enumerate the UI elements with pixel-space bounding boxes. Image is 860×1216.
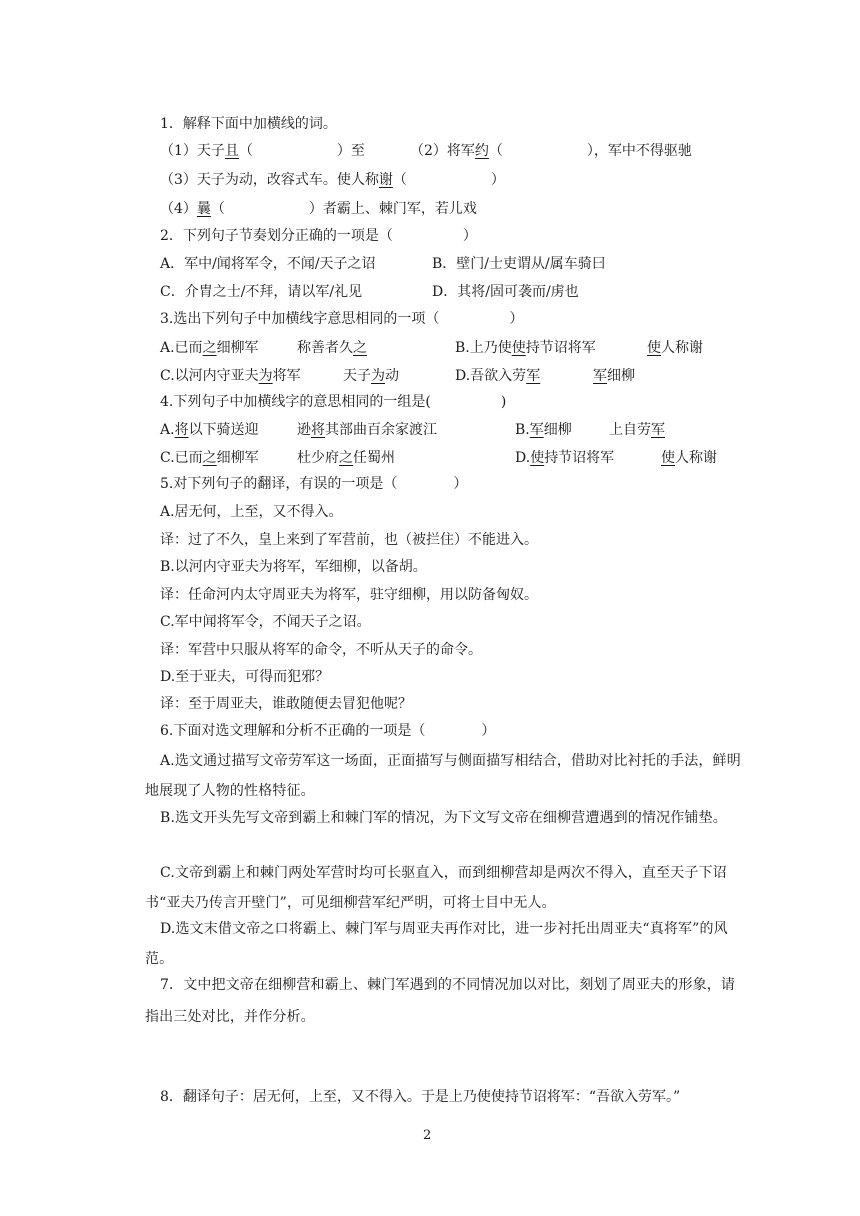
- q6-title: 6.下面对选文理解和分析不正确的一项是（ ）: [160, 723, 496, 739]
- q6-option-d: D.选文末借文帝之口将霸上、棘门军与周亚夫再作对比，进一步衬托出周亚夫“真将军”的风范。: [145, 921, 728, 967]
- q5-line: 译：任命河内太守周亚夫为将军，驻守细柳，用以防备匈奴。: [160, 587, 538, 603]
- underlined-word: 谢: [378, 172, 393, 188]
- q4-title: 4.下列句子中加横线字的意思相同的一组是( ): [160, 394, 507, 410]
- underlined-word: 将: [311, 422, 325, 438]
- q5-title: 5.对下列句子的翻译，有误的一项是（ ）: [160, 476, 468, 492]
- q1-item-1: （1）天子且（ ）至: [160, 143, 365, 159]
- q5-line: 译：至于周亚夫，谁敢随便去冒犯他呢？: [160, 696, 412, 712]
- underlined-word: 使: [511, 340, 526, 356]
- underlined-word: 使: [661, 450, 675, 466]
- underlined-word: 军: [526, 368, 541, 384]
- underlined-word: 之: [202, 340, 217, 356]
- q6-option-b: B.选文开头先写文帝到霸上和棘门军的情况，为下文写文帝在细柳营遭遇到的情况作铺垫。: [160, 810, 727, 826]
- q6-option-a: A.选文通过描写文帝劳军这一场面，正面描写与侧面描写相结合，借助对比衬托的手法，鲜明地展现了人物的性格特征。: [145, 753, 741, 799]
- q2-option-a: A．军中/闻将军令，不闻/天子之诏: [160, 256, 376, 272]
- q2-option-c: C．介胄之士/不拜，请以军/礼见: [160, 284, 363, 300]
- underlined-word: 使: [647, 340, 661, 356]
- underlined-word: 且: [224, 143, 239, 159]
- underlined-word: 曩: [196, 201, 211, 217]
- q2-option-b: B．壁门/士吏谓从/属车骑曰: [432, 256, 606, 272]
- underlined-word: 之: [202, 450, 217, 466]
- q5-line: 译：军营中只服从将军的命令，不听从天子的命令。: [160, 642, 482, 658]
- q8-prompt: 8．翻译句子：居无何，上至，又不得入。于是上乃使使持节诏将军：“吾欲入劳军。”: [160, 1089, 681, 1105]
- q5-line: D.至于亚夫，可得而犯邪？: [160, 669, 330, 685]
- underlined-word: 为: [258, 368, 273, 384]
- underlined-word: 使: [530, 450, 545, 466]
- q2-title: 2．下列句子节奏划分正确的一项是（ ）: [160, 228, 477, 244]
- q3-title: 3.选出下列句子中加横线字意思相同的一项（ ）: [160, 311, 524, 327]
- q7-prompt: 7．文中把文帝在细柳营和霸上、棘门军遇到的不同情况加以对比，刻划了周亚夫的形象，请指出三处对比，并作分析。: [145, 977, 736, 1025]
- underlined-word: 约: [474, 143, 489, 159]
- q5-line: A.居无何，上至，又不得入。: [160, 504, 343, 520]
- underlined-word: 之: [339, 450, 353, 466]
- q1-item-2: （2）将军约（ ），军中不得驱驰: [410, 143, 692, 159]
- page-number: 2: [423, 1128, 432, 1143]
- q6-option-c: C.文帝到霸上和棘门两处军营时均可长驱直入，而到细柳营却是两次不得入，直至天子下诏书“亚夫乃传言开壁门”，可见细柳营军纪严明，可将士目中无人。: [145, 865, 727, 911]
- underlined-word: 军: [651, 422, 665, 438]
- q5-line: 译：过了不久，皇上来到了军营前，也（被拦住）不能进入。: [160, 532, 538, 548]
- q2-option-d: D．其将/固可袭而/虏也: [432, 284, 579, 300]
- q5-line: C.军中闻将军令，不闻天子之诏。: [160, 614, 371, 630]
- underlined-word: 将: [174, 422, 189, 438]
- q5-line: B.以河内守亚夫为将军，军细柳，以备胡。: [160, 559, 427, 575]
- q1-title: 1．解释下面中加横线的词。: [160, 116, 337, 132]
- q1-item-4: （4）曩（ ）者霸上、棘门军，若儿戏: [160, 201, 477, 217]
- underlined-word: 为: [371, 368, 385, 384]
- q1-item-3: （3）天子为动，改容式车。使人称谢（ ）: [160, 172, 505, 188]
- underlined-word: 之: [353, 340, 367, 356]
- document-page: 1．解释下面中加横线的词。 （1）天子且（ ）至 （2）将军约（ ），军中不得驱驰 （3）天子为动，改容式车。使人称谢（ ） （4）曩（ ）者霸上、棘门军，若儿戏 2．下列句子节奏划分正确的一项是（ ） A．军中/闻将军令，不闻/天子之诏 B．壁门/士吏谓从/属车骑曰 C．介胄之士/不拜，请以军/礼见 D．其将/固可袭而/虏也 3.选出下列句子中加横线字意思相同的一项（ ） A.已而之细柳军 称善者久之 B.上乃使使持节诏将军 使人称谢 C.以河内守亚夫为将军 天子为动 D.吾欲入劳军 军细柳 4.下列句子中加横线字的意思相同的一组是( ) A.将以下骑送迎 逊将其部曲百余家渡江 B.军细柳 上自劳军 C.已而之细柳军 杜少府之任蜀州 D.使持节诏将军 使人称谢 5.对下列句子的翻译，有误的一项是（ ） A.居无何，上至，又不得入。 译：过了不久，皇上来到了军营前，也（被拦住）不能进入。 B.以河内守亚夫为将军，军细柳，以备胡。 译：任命河内太守周亚夫为将军，驻守细柳，用以防备匈奴。 C.军中闻将军令，不闻天子之诏。 译：军营中只服从将军的命令，不听从天子的命令。 D.至于亚夫，可得而犯邪？ 译：至于周亚夫，谁敢随便去冒犯他呢？ 6.下面对选文理解和分析不正确的一项是（ ） A.选文通过描写文帝劳军这一场面，正面描写与侧面描写相结合，借助对比衬托的手法，鲜明地展现了人物的性格特征。 B.选文开头先写文帝到霸上和棘门军的情况，为下文写文帝在细柳营遭遇到的情况作铺垫。 C.文帝到霸上和棘门两处军营时均可长驱直入，而到细柳营却是两次不得入，直至天子下诏书“亚夫乃传言开壁门”，可见细柳营军纪严明，可将士目中无人。 D.选文末借文帝之口将霸上、棘门军与周亚夫再作对比，进一步衬托出周亚夫“真将军”的风范。 7．文中把文帝在细柳营和霸上、棘门军遇到的不同情况加以对比，刻划了周亚夫的形象，请指出三处对比，并作分析。 8．翻译句子：居无何，上至，又不得入。于是上乃使使持节诏将军：“吾欲入劳军。” 2: [0, 0, 860, 1216]
- underlined-word: 军: [529, 422, 544, 438]
- underlined-word: 军: [593, 368, 607, 384]
